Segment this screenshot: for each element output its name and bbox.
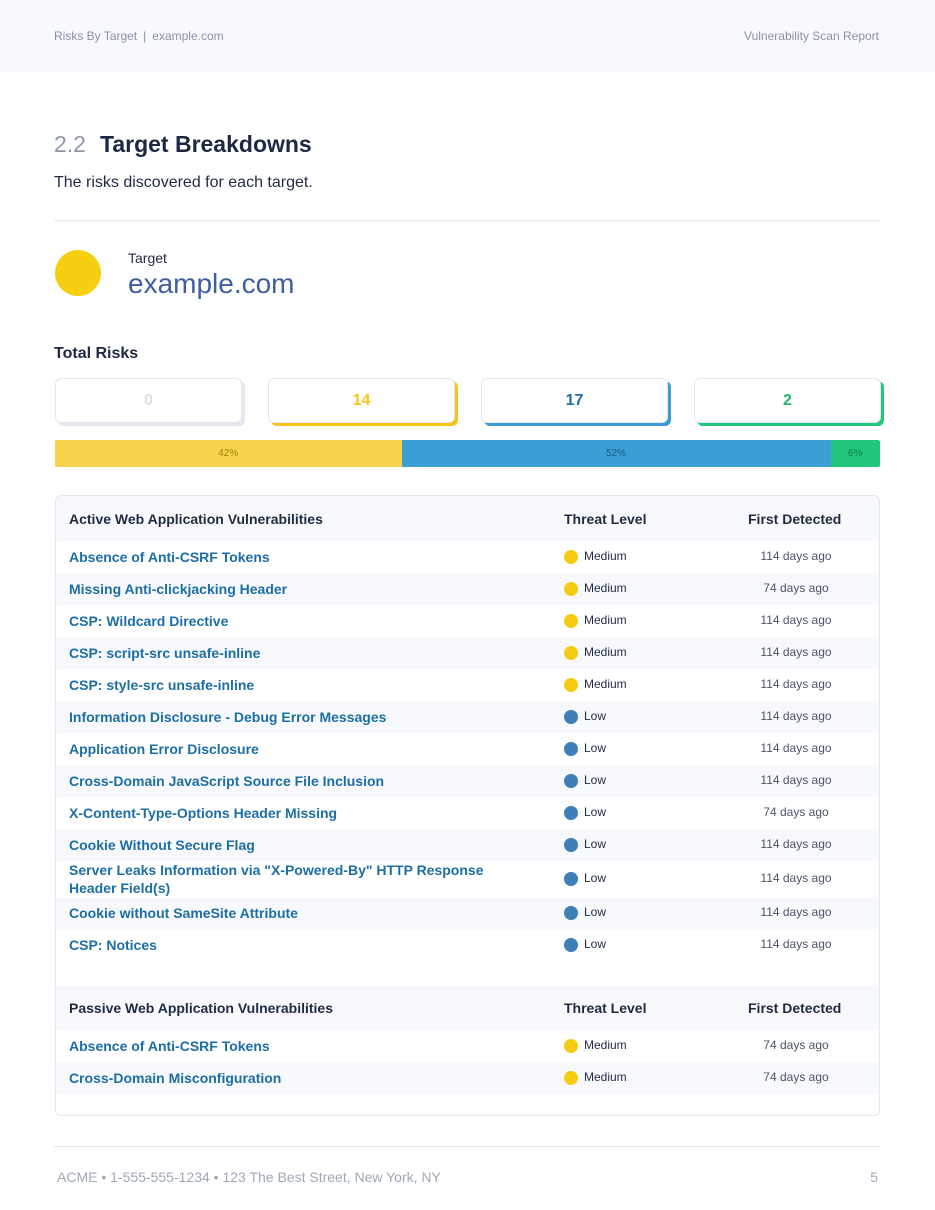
threat-level-dot-icon [564,742,578,756]
vulnerability-link[interactable]: Absence of Anti-CSRF Tokens [69,549,270,565]
threat-level-dot-icon [564,614,578,628]
table-row [56,797,879,829]
vulnerability-link[interactable]: CSP: Wildcard Directive [69,613,229,629]
table-row [56,1062,879,1094]
threat-level-dot-icon [564,1071,578,1085]
header-section-title: Risks By Target [54,29,138,43]
first-detected: 74 days ago [763,1070,829,1084]
vulnerability-link[interactable]: Information Disclosure - Debug Error Messages [69,709,387,725]
table-row [56,929,879,961]
threat-level: Medium [584,645,627,659]
section-heading [54,129,312,159]
threat-level: Low [584,871,607,885]
vulnerability-link[interactable]: Application Error Disclosure [69,741,259,757]
first-detected: 114 days ago [760,709,832,723]
vulnerability-link[interactable]: CSP: Notices [69,937,157,953]
table-row [56,605,879,637]
threat-level-dot-icon [564,906,578,920]
header-domain: example.com [152,29,224,43]
column-threat-level: Threat Level [564,511,647,527]
risk-count-info: 2 [694,378,881,423]
vulnerability-link[interactable]: Cookie Without Secure Flag [69,837,255,853]
threat-level-dot-icon [564,678,578,692]
threat-level: Low [584,709,607,723]
table-row [56,733,879,765]
section-title: Target Breakdowns [99,131,312,157]
table-row [56,541,879,573]
header-breadcrumb [54,29,224,43]
threat-level-dot-icon [564,872,578,886]
threat-level: Medium [584,1038,627,1052]
vulnerability-link[interactable]: Cookie without SameSite Attribute [69,905,298,921]
page-header [0,0,935,72]
target-name: example.com [128,268,295,299]
table-row [56,765,879,797]
threat-level-dot-icon [564,838,578,852]
threat-level: Medium [584,581,627,595]
threat-level: Low [584,837,607,851]
threat-level: Low [584,741,607,755]
threat-level: Medium [584,1070,627,1084]
threat-level: Medium [584,613,627,627]
distribution-segment-low: 52% [402,440,831,467]
table-row [56,669,879,701]
threat-level: Low [584,773,607,787]
first-detected: 114 days ago [760,837,832,851]
risk-count-medium: 14 [268,378,455,423]
first-detected: 74 days ago [763,1038,829,1052]
table-row [56,1030,879,1062]
vulnerability-link[interactable]: Cross-Domain Misconfiguration [69,1070,282,1086]
table-row [56,829,879,861]
first-detected: 114 days ago [760,677,832,691]
table-header [56,985,879,1030]
threat-level-dot-icon [564,938,578,952]
first-detected: 114 days ago [760,549,832,563]
first-detected: 114 days ago [760,741,832,755]
threat-level-dot-icon [564,710,578,724]
section-description: The risks discovered for each target. [54,174,313,191]
target-label: Target [128,250,167,266]
vulnerability-table [55,495,880,1116]
column-first-detected: First Detected [748,1000,842,1016]
vulnerability-link[interactable]: Absence of Anti-CSRF Tokens [69,1038,270,1054]
first-detected: 114 days ago [760,773,832,787]
vulnerability-link[interactable]: Server Leaks Information via "X-Powered-By" HTTP Response Header Field(s) [69,862,484,896]
page-number: 5 [870,1169,878,1185]
first-detected: 114 days ago [760,613,832,627]
table-row [56,897,879,929]
column-threat-level: Threat Level [564,1000,647,1016]
threat-level-dot-icon [564,582,578,596]
section-divider [54,220,880,221]
header-report-title: Vulnerability Scan Report [744,29,879,43]
vulnerability-link[interactable]: CSP: style-src unsafe-inline [69,677,255,693]
first-detected: 74 days ago [763,581,829,595]
threat-level-dot-icon [564,806,578,820]
footer-divider [54,1146,880,1147]
vulnerability-link[interactable]: Cross-Domain JavaScript Source File Inclusion [69,773,385,789]
threat-level-dot-icon [564,646,578,660]
table-row [56,701,879,733]
first-detected: 74 days ago [763,805,829,819]
table-row [56,637,879,669]
first-detected: 114 days ago [760,905,832,919]
threat-level-dot-icon [564,1039,578,1053]
table-header [56,496,879,541]
total-risks-heading: Total Risks [54,345,139,362]
threat-level-dot-icon [564,774,578,788]
table-row [56,573,879,605]
risk-count-low: 17 [481,378,668,423]
column-first-detected: First Detected [748,511,842,527]
risk-count-critical: 0 [55,378,242,423]
footer-contact: ACME • 1-555-555-1234 • 123 The Best Street, New York, NY [57,1169,441,1185]
first-detected: 114 days ago [760,645,832,659]
risk-distribution-bar [55,440,880,467]
threat-level: Low [584,937,607,951]
first-detected: 114 days ago [760,871,832,885]
threat-level: Medium [584,677,627,691]
vulnerability-link[interactable]: X-Content-Type-Options Header Missing [69,805,338,821]
first-detected: 114 days ago [760,937,832,951]
distribution-segment-medium: 42% [55,440,402,467]
threat-level: Low [584,805,607,819]
header-separator: | [143,29,147,43]
column-vulnerability-name: Active Web Application Vulnerabilities [69,511,323,527]
section-number: 2.2 [54,131,86,157]
distribution-segment-info: 6% [831,440,881,467]
vulnerability-link[interactable]: CSP: script-src unsafe-inline [69,645,261,661]
threat-level-dot-icon [564,550,578,564]
target-status-dot [55,250,101,296]
threat-level: Medium [584,549,627,563]
threat-level: Low [584,905,607,919]
vulnerability-link[interactable]: Missing Anti-clickjacking Header [69,581,288,597]
column-vulnerability-name: Passive Web Application Vulnerabilities [69,1000,334,1016]
table-row [56,861,879,897]
